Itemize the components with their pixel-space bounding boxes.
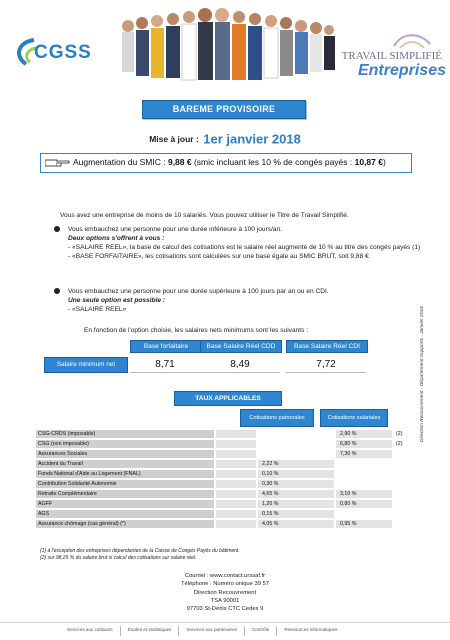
salary-header-cdi: Base Salaire Réel CDI (286, 340, 368, 353)
option1-block (68, 225, 428, 261)
rate-spacer-cell (216, 470, 256, 478)
footnote-2: (2) sur 98,25 % du salaire brut si calcul des cotisations sur salaire réel. (40, 555, 197, 561)
bullet-option2 (54, 288, 60, 294)
tts-logo-line1: TRAVAIL SIMPLIFIÉ (341, 50, 442, 62)
rate-label: AGFF (36, 500, 214, 508)
footer-link-ressources[interactable]: Ressources informatiques (276, 626, 344, 636)
contact-phone: Téléphone : Numéro unique 39 57 (181, 581, 269, 588)
rate-spacer-cell (216, 430, 256, 438)
smic-cp-value: 10,87 € (354, 157, 383, 167)
salary-header-forfaitaire: Base forfaitaire (130, 340, 202, 353)
rate-salarial: 2,90 % (336, 430, 392, 438)
rate-note: (2) (396, 431, 403, 437)
rate-patronal: 0,15 % (258, 510, 334, 518)
salary-value-forfaitaire: 8,71 (130, 358, 200, 373)
option1-heading: Deux options s'offrent à vous : (68, 235, 165, 242)
rate-patronal: 2,22 % (258, 460, 334, 468)
footnote-1: (1) à l'exception des entreprises dépendantes de la Caisse de Congés Payés du bâtiment. (40, 548, 240, 554)
update-line (0, 130, 450, 148)
rate-patronal: 1,20 % (258, 500, 334, 508)
smic-box (40, 153, 412, 173)
rate-spacer-cell (216, 510, 256, 518)
cgss-logo (12, 28, 122, 76)
rate-patronal: 4,65 % (258, 490, 334, 498)
smic-suffix: ) (382, 157, 386, 167)
rate-row (36, 470, 416, 479)
update-label: Mise à jour : (149, 133, 199, 144)
rate-row (36, 450, 416, 459)
smic-text (73, 157, 386, 167)
rates-title: TAUX APPLICABLES (174, 391, 282, 406)
cgss-logo-text: CGSS (34, 42, 92, 63)
option1-line-b: - «BASE FORFAITAIRE», les cotisations sont calculées sur une base égale au SMIC BRUT, soit 9,88 € (68, 253, 369, 260)
travail-simplifie-logo (332, 26, 448, 82)
rate-patronal (258, 440, 334, 448)
contact-direction: Direction Recouvrement (193, 589, 257, 596)
rate-spacer-cell (216, 450, 256, 458)
col-head-patronal: Cotisations patronales (240, 409, 314, 427)
rate-spacer-cell (216, 440, 256, 448)
rate-row (36, 520, 416, 529)
rate-label: Retraite Complémentaire (36, 490, 214, 498)
smic-value: 9,88 € (167, 157, 192, 167)
rate-row (36, 500, 416, 509)
rate-row (36, 460, 416, 469)
bullet-option1 (54, 226, 60, 232)
option2-heading: Une seule option est possible : (68, 297, 166, 304)
smic-middle: (smic incluant les 10 % de congés payés : (191, 157, 355, 167)
rate-spacer-cell (216, 480, 256, 488)
option1-line-a: - «SALAIRE REEL», la base de calcul des cotisations est le salaire réel augmenté de 10 % au titre des congés payés (1) (68, 244, 421, 251)
contact-email: Courriel : www.contact.urssaf.fr (184, 573, 266, 579)
salary-row-label: Salaire minimum net (44, 357, 128, 373)
salary-header-cdd: Base Salaire Réel CDD (200, 340, 282, 353)
page-title: BAREME PROVISOIRE (172, 104, 276, 114)
pointing-hand-icon (45, 158, 71, 168)
option2-line-a: - «SALAIRE REEL» (68, 306, 127, 313)
rate-row (36, 480, 416, 489)
smic-prefix: Augmentation du SMIC : (73, 157, 168, 167)
side-vertical-text: Direction Recouvrement - Département Supports - Janvier 2018 (420, 306, 425, 442)
contact-address: 97703 St-Denis CTC Cedex 9 (186, 606, 264, 613)
handshake-icon (390, 26, 434, 52)
rate-salarial (336, 470, 392, 478)
rate-label: CSG-CRDS (imposable) (36, 430, 214, 438)
rate-label: Assurance chômage (cas général) (*) (36, 520, 214, 528)
rate-patronal (258, 430, 334, 438)
rate-label: AGS (36, 510, 214, 518)
rate-label: CSG (non imposable) (36, 440, 214, 448)
footer-link-etudes[interactable]: Études et statistiques (120, 626, 179, 636)
rate-salarial (336, 480, 392, 488)
workers-group-photo (118, 4, 336, 82)
rate-spacer-cell (216, 520, 256, 528)
rate-salarial: 7,30 % (336, 450, 392, 458)
rate-patronal: 0,30 % (258, 480, 334, 488)
rate-salarial (336, 460, 392, 468)
rate-row (36, 440, 416, 449)
rate-row (36, 490, 416, 499)
footer-link-partenaires[interactable]: Services aux partenaires (178, 626, 244, 636)
rate-salarial: 3,10 % (336, 490, 392, 498)
rate-patronal (258, 450, 334, 458)
tts-logo-line2: Entreprises (357, 62, 446, 79)
rate-salarial: 0,95 % (336, 520, 392, 528)
intro-text: Vous avez une entreprise de moins de 10 salariés. Vous pouvez utiliser le Titre de Travail Simplifié. (60, 212, 349, 219)
rate-salarial: 6,80 % (336, 440, 392, 448)
rate-spacer-cell (216, 490, 256, 498)
contact-block (150, 572, 300, 613)
rate-patronal: 4,05 % (258, 520, 334, 528)
rate-label: Accident du Travail (36, 460, 214, 468)
title-banner (142, 100, 306, 119)
rate-salarial: 0,80 % (336, 500, 392, 508)
rate-spacer-cell (216, 460, 256, 468)
rate-spacer-cell (216, 500, 256, 508)
minimum-salaries-note: En fonction de l'option choisie, les salaires nets minimums sont les suivants : (84, 327, 309, 334)
rate-row (36, 430, 416, 439)
footer-link-cotisants[interactable]: Services aux cotisants (67, 627, 113, 632)
contact-tsa: TSA 90001 (210, 597, 240, 604)
salary-value-cdd: 8,49 (200, 358, 280, 373)
option2-lead: Vous embauchez une personne pour une durée supérieure à 100 jours par an ou en CDI. (68, 288, 329, 295)
rate-label: Fonds National d'Aide au Logement (FNAL) (36, 470, 214, 478)
rate-label: Contribution Solidarité Autonomie (36, 480, 214, 488)
footer-divider (0, 622, 450, 623)
rate-note: (2) (396, 441, 403, 447)
col-head-salarial: Cotisations salariales (320, 409, 388, 427)
salary-value-cdi: 7,72 (286, 358, 366, 373)
option1-lead: Vous embauchez une personne pour une durée inférieure à 100 jours/an. (68, 226, 283, 233)
footer-link-controle[interactable]: Contrôle (244, 626, 276, 636)
rate-salarial (336, 510, 392, 518)
update-date: 1er janvier 2018 (203, 131, 301, 147)
rate-patronal: 0,10 % (258, 470, 334, 478)
rate-label: Assurances Sociales (36, 450, 214, 458)
option2-block (68, 287, 428, 314)
footer-nav (60, 626, 390, 636)
rate-row (36, 510, 416, 519)
